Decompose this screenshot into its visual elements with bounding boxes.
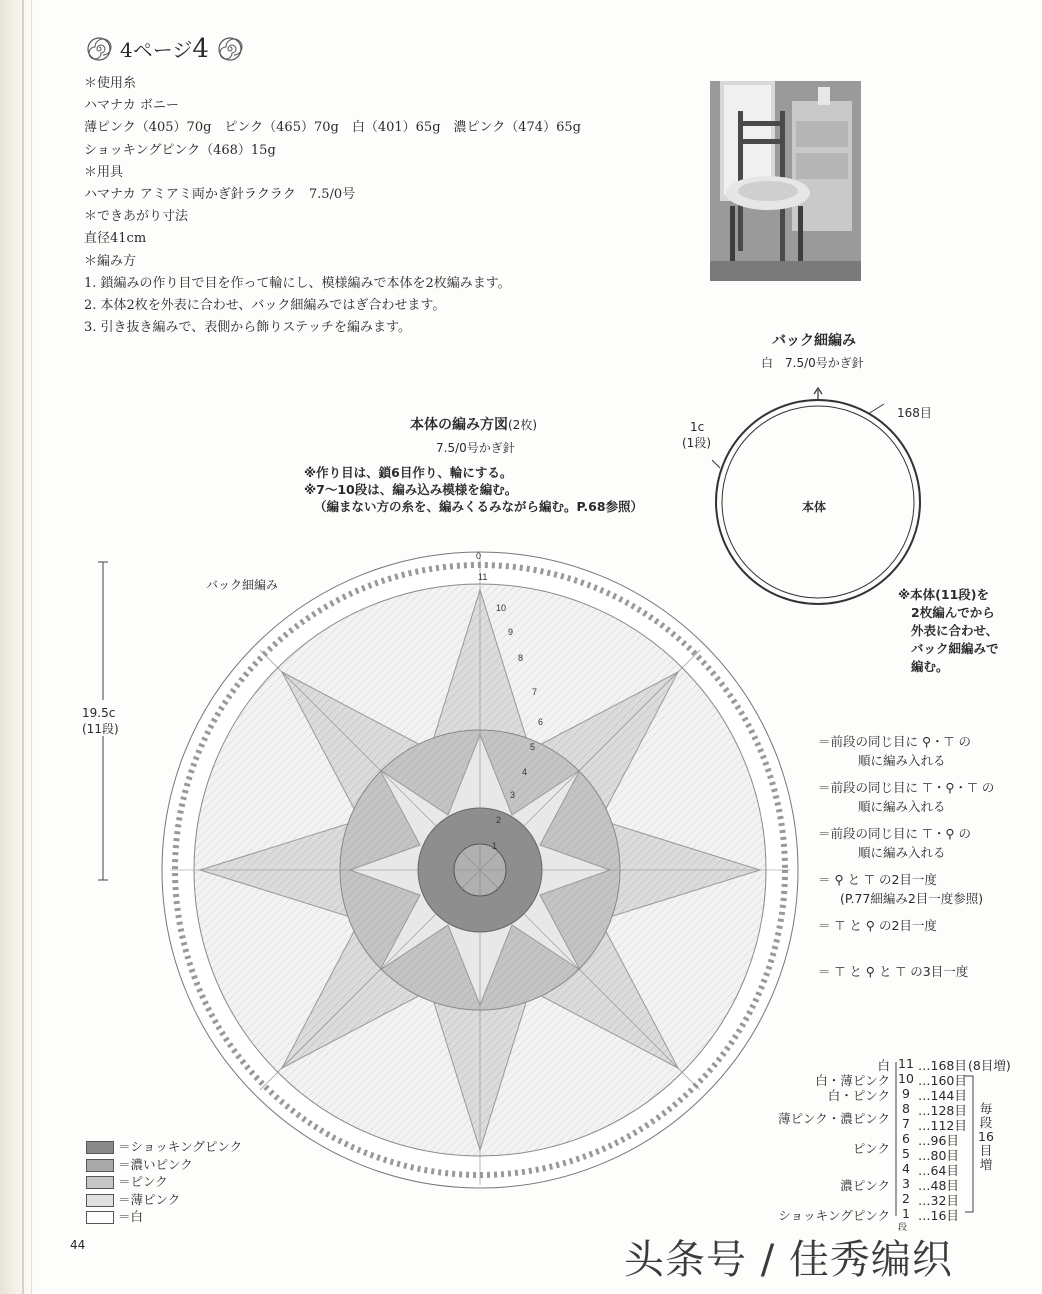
legend-item xyxy=(818,962,994,1008)
radius-rows: (11段) xyxy=(82,722,119,736)
color-key-label: ＝ピンク xyxy=(118,1174,168,1189)
color-key-item xyxy=(86,1156,242,1174)
legend-item xyxy=(818,732,994,778)
row-number: 8 xyxy=(518,653,524,663)
back-sc-start-row: (1段) xyxy=(682,436,711,450)
color-key-item xyxy=(86,1173,242,1191)
instr-line: 直径41cm xyxy=(84,231,147,247)
color-key-label: ＝薄ピンク xyxy=(118,1191,181,1207)
legend-line: ＝前段の同じ目に ⚲・⊤ の xyxy=(818,734,971,749)
color-swatch xyxy=(86,1141,114,1154)
title-prefix: 4ページ xyxy=(120,38,193,62)
row-number: 5 xyxy=(530,742,536,752)
radius-c: 19.5c xyxy=(82,706,116,720)
instructions xyxy=(84,73,581,339)
row-count: …80目 xyxy=(918,1148,959,1163)
main-diagram-notes xyxy=(304,464,643,515)
row-count: …32目 xyxy=(918,1193,959,1208)
row-num: 3 xyxy=(902,1176,910,1191)
legend-line: ＝前段の同じ目に ⊤・⚲ の xyxy=(818,826,971,841)
instr-line: 1. 鎖編みの作り目で目を作って輪にし、模様編みで本体を2枚編みます。 xyxy=(84,275,511,291)
legend-line: ＝ ⊤ と ⚲ の2目一度 xyxy=(818,918,937,933)
instr-line: ＊用具 xyxy=(84,164,124,180)
swirl-icon-right xyxy=(217,36,243,62)
row-count: …144目 xyxy=(918,1088,967,1103)
title-number: 4 xyxy=(192,34,209,64)
main-title-text: 本体の編み方図 xyxy=(410,417,508,433)
increase-char: 段 xyxy=(979,1115,993,1130)
main-back-sc-label: バック細編み xyxy=(206,578,279,592)
row-count: …48目 xyxy=(918,1178,959,1193)
color-key-item xyxy=(86,1208,242,1226)
color-swatch xyxy=(86,1159,114,1172)
back-sc-note-line: 2枚編んでから xyxy=(911,605,995,620)
row-count: …160目 xyxy=(918,1073,967,1088)
instr-line: ＊できあがり寸法 xyxy=(84,209,189,225)
instr-line: ハマナカ アミアミ両かぎ針ラクラク 7.5/0号 xyxy=(84,187,356,203)
page-number: 44 xyxy=(70,1238,86,1252)
spine-line xyxy=(22,0,24,1294)
row-number: 6 xyxy=(538,717,544,727)
increase-char: 16 xyxy=(978,1129,994,1144)
row-count: …128目 xyxy=(918,1103,967,1118)
row-number: 4 xyxy=(522,767,528,777)
legend-line: ＝前段の同じ目に ⊤・⚲・⊤ の xyxy=(818,780,995,795)
back-sc-note-line: 編む。 xyxy=(911,659,949,674)
legend-line: (P.77細編み2目一度参照) xyxy=(840,891,984,906)
instr-line: ＊使用糸 xyxy=(84,76,137,91)
back-sc-notes xyxy=(898,586,999,676)
legend-line: 順に編み入れる xyxy=(858,753,946,768)
color-key xyxy=(86,1138,242,1226)
main-note-line: ※作り目は、鎖6目作り、輪にする。 xyxy=(304,465,513,480)
spine-line-2 xyxy=(31,0,32,1294)
page-title xyxy=(86,34,243,64)
instr-line: ＊編み方 xyxy=(84,253,137,269)
row-num: 1 xyxy=(902,1206,910,1221)
crochet-chart xyxy=(140,545,820,1195)
row-color: 濃ピンク xyxy=(840,1178,890,1193)
color-key-label: ＝白 xyxy=(118,1209,144,1224)
increase-label xyxy=(976,1102,996,1172)
color-swatch xyxy=(86,1176,114,1189)
row-number: 10 xyxy=(496,603,507,613)
legend-line: 順に編み入れる xyxy=(858,799,946,814)
instr-line: 3. 引き抜き編みで、表側から飾りステッチを編みます。 xyxy=(84,320,411,336)
watermark: 头条号 / 佳秀编织 xyxy=(624,1237,953,1283)
instr-line: ハマナカ ボニー xyxy=(84,98,179,114)
increase-char: 目 xyxy=(979,1143,993,1158)
row-count: …16目 xyxy=(918,1208,959,1223)
main-title-count: (2枚) xyxy=(508,418,537,432)
back-sc-title: バック細編み xyxy=(772,333,856,349)
row-num: 11 xyxy=(898,1056,914,1071)
row-color: 薄ピンク・濃ピンク xyxy=(777,1111,890,1126)
row-footnote: 段 xyxy=(898,1223,908,1233)
color-key-item xyxy=(86,1138,242,1156)
instr-line: 2. 本体2枚を外表に合わせ、バック細編みではぎ合わせます。 xyxy=(84,298,446,314)
row-number: 2 xyxy=(496,815,502,825)
increase-char: 増 xyxy=(979,1157,993,1172)
row-number: 9 xyxy=(508,627,514,637)
instr-line: 薄ピンク（405）70g ピンク（465）70g 白（401）65g 濃ピンク（474）65g xyxy=(84,120,581,136)
back-sc-body-label: 本体 xyxy=(802,500,827,514)
legend-line: ＝ ⊤ と ⚲ と ⊤ の3目一度 xyxy=(818,964,969,979)
legend-item xyxy=(818,824,994,870)
color-swatch xyxy=(86,1194,114,1207)
back-sc-note-line: ※本体(11段)を xyxy=(898,587,989,602)
product-photo xyxy=(710,81,861,281)
row-color: ピンク xyxy=(852,1141,890,1156)
legend-line: ＝ ⚲ と ⊤ の2目一度 xyxy=(818,872,937,887)
row-count: …168目 xyxy=(918,1058,967,1073)
row-num: 7 xyxy=(902,1116,910,1131)
color-swatch xyxy=(86,1211,114,1224)
row-number: 7 xyxy=(532,687,538,697)
main-diagram-hook: 7.5/0号かぎ針 xyxy=(436,441,515,455)
back-sc-subtitle: 白 7.5/0号かぎ針 xyxy=(761,356,864,370)
row-note: (8目増) xyxy=(968,1058,1011,1073)
increase-char: 毎 xyxy=(979,1101,993,1116)
main-note-line: （編まない方の糸を、編みくるみながら編む。P.68参照） xyxy=(314,499,644,514)
row-color: 白 xyxy=(877,1058,890,1073)
row-count: …64目 xyxy=(918,1163,959,1178)
row-count: …96目 xyxy=(918,1133,959,1148)
legend-item xyxy=(818,916,994,962)
row-num: 5 xyxy=(902,1146,910,1161)
back-sc-count: 168目 xyxy=(897,406,932,420)
row-number: 0 xyxy=(476,551,482,561)
main-diagram-title xyxy=(410,414,537,434)
row-num: 6 xyxy=(902,1131,910,1146)
main-note-line: ※7〜10段は、編み込み模様を編む。 xyxy=(304,482,518,497)
back-sc-note-line: バック細編みで xyxy=(911,641,999,656)
legend-item xyxy=(818,870,994,916)
row-count: …112目 xyxy=(918,1118,967,1133)
row-number: 3 xyxy=(510,790,516,800)
color-key-item xyxy=(86,1191,242,1209)
row-num: 4 xyxy=(902,1161,910,1176)
row-num: 9 xyxy=(902,1086,910,1101)
color-key-label: ＝濃いピンク xyxy=(118,1156,193,1172)
legend-line: 順に編み入れる xyxy=(858,845,946,860)
symbol-legend xyxy=(818,732,994,1008)
back-sc-start-c: 1c xyxy=(690,420,705,434)
row-number: 1 xyxy=(492,841,498,851)
row-num: 2 xyxy=(902,1191,910,1206)
row-number: 11 xyxy=(478,572,488,582)
row-color: ショッキングピンク xyxy=(778,1208,890,1223)
color-key-label: ＝ショッキングピンク xyxy=(118,1139,243,1154)
back-sc-note-line: 外表に合わせ、 xyxy=(911,623,999,638)
row-num: 8 xyxy=(902,1101,910,1116)
row-color: 白・薄ピンク xyxy=(815,1073,890,1088)
row-color: 白・ピンク xyxy=(827,1088,890,1103)
row-num: 10 xyxy=(898,1071,914,1086)
instr-line: ショッキングピンク（468）15g xyxy=(84,142,276,158)
legend-item xyxy=(818,778,994,824)
radius-dimension-line xyxy=(96,560,110,882)
swirl-icon-left xyxy=(86,36,112,62)
